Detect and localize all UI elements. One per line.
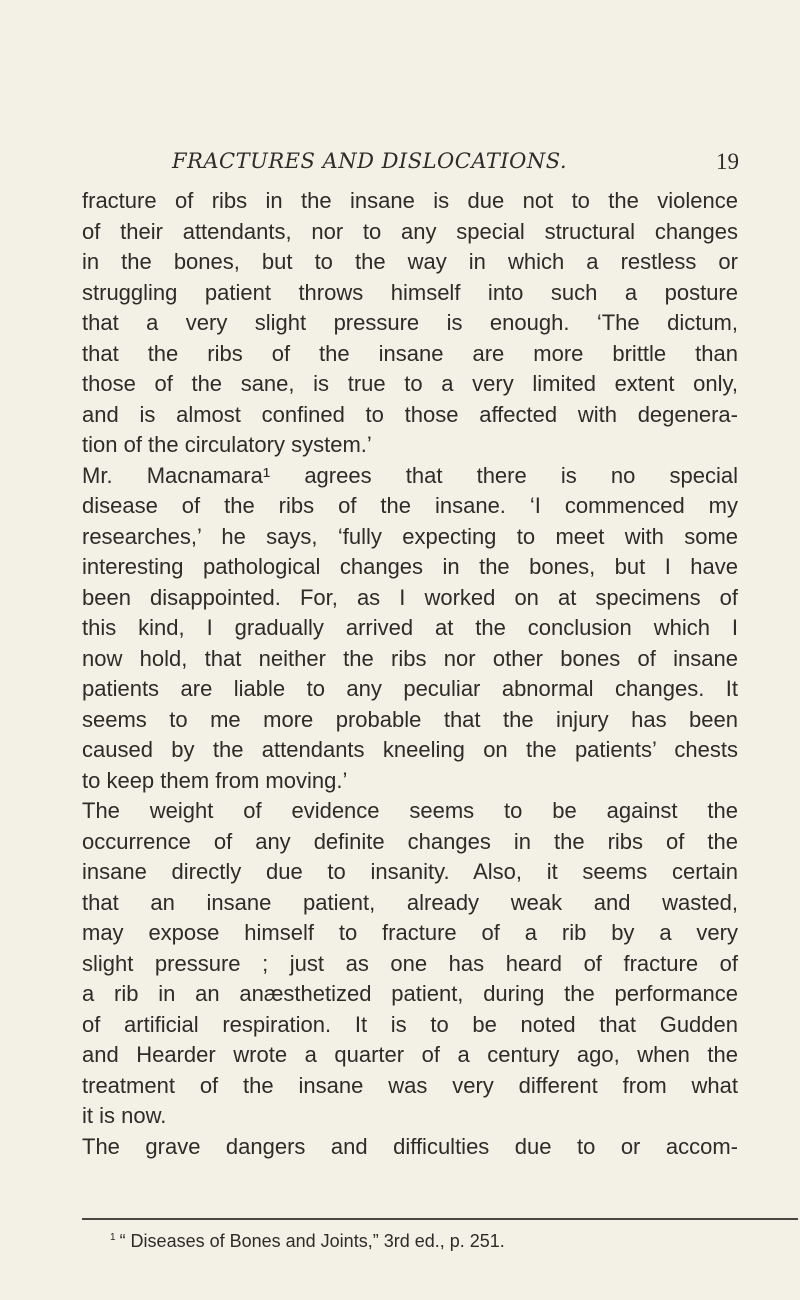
text-line: now hold, that neither the ribs nor other bones of insane xyxy=(82,645,738,671)
running-title: FRACTURES AND DISLOCATIONS. xyxy=(172,149,568,173)
text-line: a rib in an anæsthetized patient, during the performance xyxy=(82,981,738,1007)
text-line: treatment of the insane was very different from what xyxy=(82,1072,738,1098)
text-line: and Hearder wrote a quarter of a century ago, when the xyxy=(82,1042,738,1068)
text-line: to keep them from moving.’ xyxy=(82,767,348,793)
body-text xyxy=(82,186,738,1163)
footnote-rule xyxy=(82,1218,798,1220)
page-number: 19 xyxy=(716,149,739,174)
text-line: patients are liable to any peculiar abnormal changes. It xyxy=(82,676,738,702)
text-line: disease of the ribs of the insane. ‘I commenced my xyxy=(82,493,738,519)
text-line: insane directly due to insanity. Also, it seems certain xyxy=(82,859,738,885)
text-line: researches,’ he says, ‘fully expecting to meet with some xyxy=(82,523,738,549)
text-line: this kind, I gradually arrived at the conclusion which I xyxy=(82,615,738,641)
footnote xyxy=(110,1228,505,1254)
text-line: The grave dangers and difficulties due to or accom- xyxy=(82,1133,738,1159)
text-line: The weight of evidence seems to be against the xyxy=(82,798,738,824)
text-line: slight pressure ; just as one has heard of fracture of xyxy=(82,950,738,976)
text-line: that an insane patient, already weak and wasted, xyxy=(82,889,738,915)
text-line: seems to me more probable that the injury has been xyxy=(82,706,738,732)
text-line: interesting pathological changes in the bones, but I have xyxy=(82,554,738,580)
text-line: tion of the circulatory system.’ xyxy=(82,432,372,458)
footnote-mark: 1 xyxy=(110,1232,116,1243)
running-head xyxy=(0,146,800,178)
text-line: in the bones, but to the way in which a restless or xyxy=(82,249,738,275)
text-line: that a very slight pressure is enough. ‘The dictum, xyxy=(82,310,738,336)
text-line: may expose himself to fracture of a rib by a very xyxy=(82,920,738,946)
text-line: occurrence of any definite changes in the ribs of the xyxy=(82,828,738,854)
text-line: fracture of ribs in the insane is due not to the violence xyxy=(82,188,738,213)
footnote-text: “ Diseases of Bones and Joints,” 3rd ed., p. 251. xyxy=(119,1231,505,1251)
text-line: of their attendants, nor to any special structural changes xyxy=(82,218,738,244)
text-line: been disappointed. For, as I worked on at specimens of xyxy=(82,584,738,610)
text-line: it is now. xyxy=(82,1103,167,1129)
text-line: of artificial respiration. It is to be noted that Gudden xyxy=(82,1011,738,1037)
text-line: caused by the attendants kneeling on the patients’ chests xyxy=(82,737,738,763)
text-line: and is almost confined to those affected with degenera- xyxy=(82,401,738,427)
text-line: struggling patient throws himself into such a posture xyxy=(82,279,738,305)
text-line: Mr. Macnamara¹ agrees that there is no special xyxy=(82,462,738,488)
text-line: those of the sane, is true to a very limited extent only, xyxy=(82,371,738,397)
text-line: that the ribs of the insane are more brittle than xyxy=(82,340,738,366)
